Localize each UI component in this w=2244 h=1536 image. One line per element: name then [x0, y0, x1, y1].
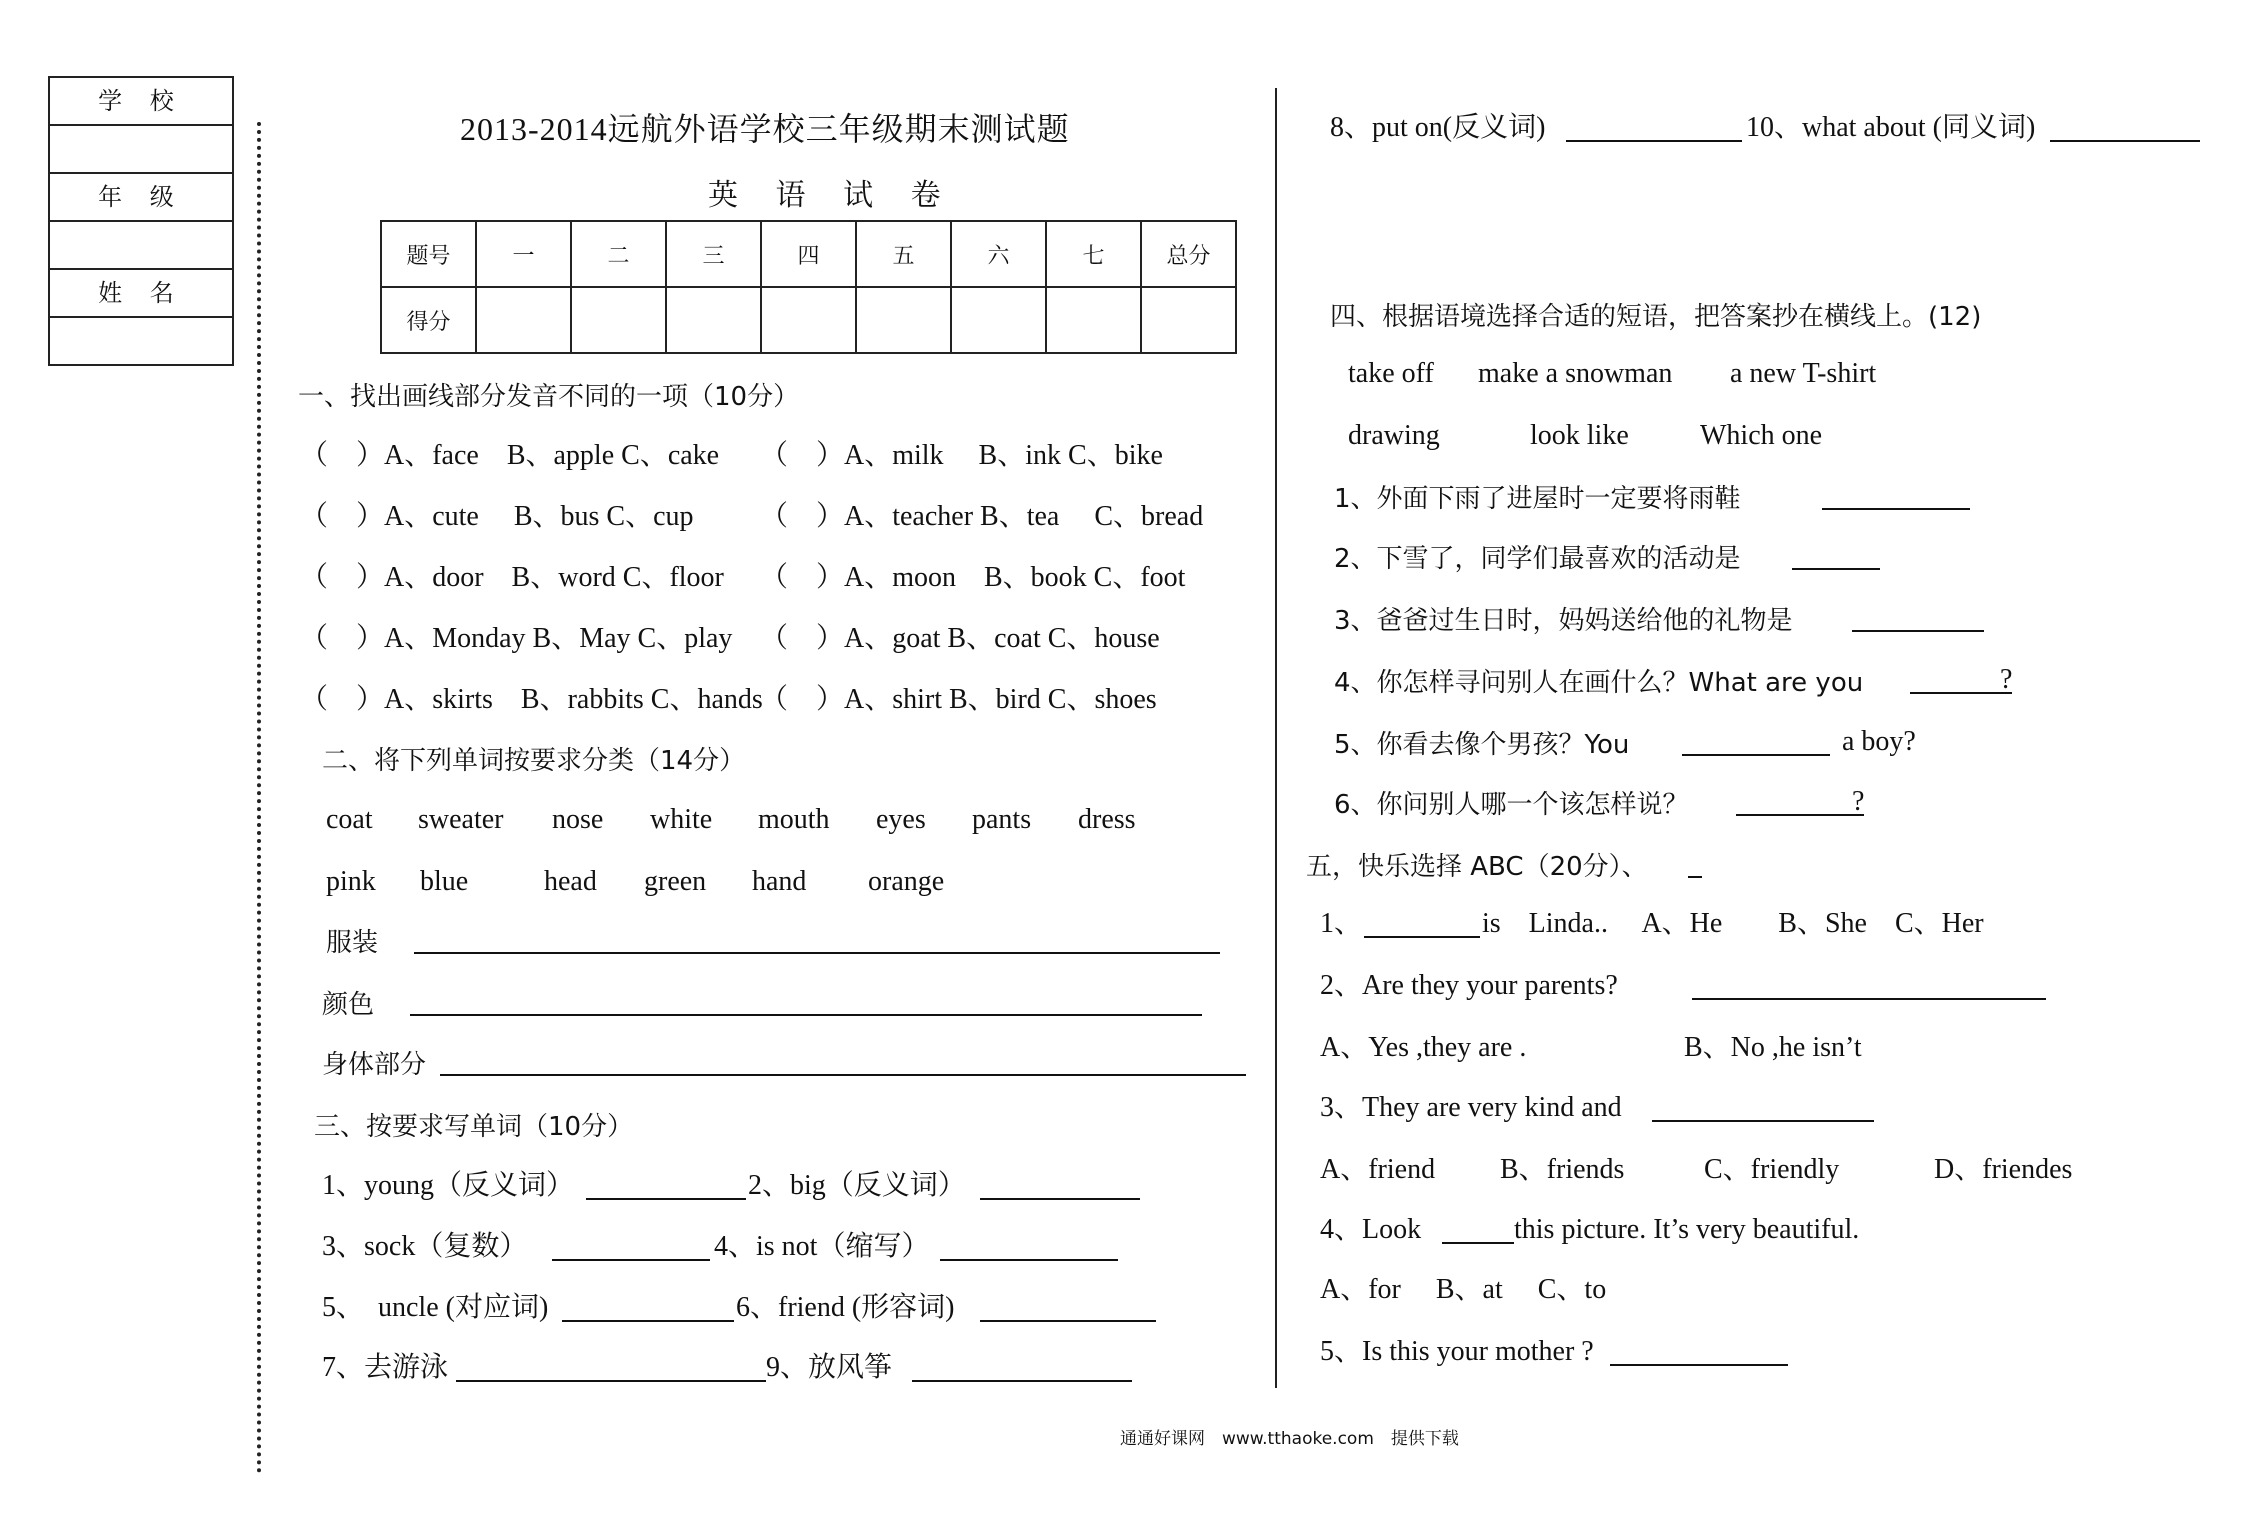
table-cell: 四	[761, 221, 856, 287]
sec1-q3: （ ）A、cute B、bus C、cup	[300, 501, 694, 532]
school-label: 学 校	[50, 78, 232, 126]
table-cell: 二	[571, 221, 666, 287]
sec3-q1: 1、young（反义词）	[322, 1170, 575, 1201]
exam-title: 2013-2014远航外语学校三年级期末测试题	[460, 111, 1070, 147]
sec1-q6: （ ）A、moon B、book C、foot	[760, 562, 1186, 593]
sec5-q3-option-d: D、friendes	[1934, 1154, 2073, 1185]
sec4-q2: 2、下雪了，同学们最喜欢的活动是	[1334, 544, 1741, 574]
word: nose	[552, 804, 604, 835]
sec3-q10: 10、what about (同义词)	[1746, 112, 2036, 143]
question-mark: ?	[2000, 664, 2013, 695]
answer-line[interactable]	[586, 1198, 746, 1200]
answer-line[interactable]	[1652, 1120, 1874, 1122]
sec4-q5: 5、你看去像个男孩？You	[1334, 730, 1630, 760]
sec5-q3-option-a: A、friend	[1320, 1154, 1436, 1185]
score-input-cell[interactable]	[476, 287, 571, 353]
table-cell: 五	[856, 221, 951, 287]
sec3-q9: 9、放风筝	[766, 1352, 893, 1383]
sec4-q5-end: a boy?	[1842, 726, 1916, 757]
sec1-q7: （ ）A、Monday B、May C、play	[300, 623, 733, 654]
word: green	[644, 866, 707, 897]
answer-line[interactable]	[1822, 508, 1970, 510]
sec3-q8: 8、put on(反义词)	[1330, 112, 1546, 143]
table-cell: 一	[476, 221, 571, 287]
sec5-q3-option-b: B、friends	[1500, 1154, 1625, 1185]
answer-line[interactable]	[912, 1380, 1132, 1382]
sec3-q5: 5、 uncle (对应词)	[322, 1292, 549, 1323]
color-answer-line[interactable]	[410, 1014, 1202, 1016]
answer-line[interactable]	[1910, 692, 2012, 694]
score-input-cell[interactable]	[666, 287, 761, 353]
sec5-q1: is Linda.. A、He B、She C、Her	[1482, 908, 1984, 939]
binding-line	[257, 122, 261, 1474]
sec5-q3-option-c: C、friendly	[1704, 1154, 1840, 1185]
section1-title: 一、找出画线部分发音不同的一项（10分）	[298, 382, 800, 412]
student-info-box	[48, 76, 234, 366]
exam-subtitle: 英 语 试 卷	[708, 178, 955, 213]
school-field[interactable]	[50, 126, 232, 174]
category-clothing-label: 服装	[326, 928, 379, 958]
sec1-q1: （ ）A、face B、apple C、cake	[300, 440, 720, 471]
answer-line[interactable]	[1736, 814, 1864, 816]
score-input-cell[interactable]	[1141, 287, 1236, 353]
table-cell: 七	[1046, 221, 1141, 287]
sec1-q8: （ ）A、goat B、coat C、house	[760, 623, 1160, 654]
sec5-q2: 2、Are they your parents?	[1320, 970, 1618, 1001]
answer-line[interactable]	[1792, 568, 1880, 570]
table-cell: 题号	[381, 221, 476, 287]
answer-line[interactable]	[456, 1380, 766, 1382]
answer-line[interactable]	[980, 1320, 1156, 1322]
column-divider	[1275, 88, 1277, 1388]
question-mark: ?	[1852, 786, 1865, 817]
word: mouth	[758, 804, 830, 835]
answer-line[interactable]	[1692, 998, 2046, 1000]
phrase-option: a new T-shirt	[1730, 358, 1877, 389]
word: sweater	[418, 804, 504, 835]
sec3-q4: 4、is not（缩写）	[714, 1231, 930, 1262]
section2-title: 二、将下列单词按要求分类（14分）	[322, 746, 746, 776]
table-cell: 得分	[381, 287, 476, 353]
grade-field[interactable]	[50, 222, 232, 270]
table-row	[381, 287, 1236, 353]
answer-line[interactable]	[1566, 140, 1742, 142]
word: head	[544, 866, 597, 897]
sec5-q4-options: A、for B、at C、to	[1320, 1274, 1607, 1305]
answer-line[interactable]	[940, 1259, 1118, 1261]
sec3-q7: 7、去游泳	[322, 1352, 449, 1383]
sec5-q4-start: 4、Look	[1320, 1214, 1422, 1245]
phrase-option: Which one	[1700, 420, 1823, 451]
answer-line[interactable]	[1442, 1242, 1514, 1244]
word: white	[650, 804, 713, 835]
name-field[interactable]	[50, 318, 232, 364]
name-label: 姓 名	[50, 270, 232, 318]
score-input-cell[interactable]	[856, 287, 951, 353]
table-row	[381, 221, 1236, 287]
section3-title: 三、按要求写单词（10分）	[314, 1112, 634, 1142]
phrase-option: take off	[1348, 358, 1434, 389]
score-input-cell[interactable]	[1046, 287, 1141, 353]
word: eyes	[876, 804, 926, 835]
answer-line[interactable]	[1610, 1364, 1788, 1366]
sec5-q3: 3、They are very kind and	[1320, 1092, 1622, 1123]
clothing-answer-line[interactable]	[414, 952, 1220, 954]
score-input-cell[interactable]	[761, 287, 856, 353]
category-color-label: 颜色	[322, 990, 375, 1020]
score-input-cell[interactable]	[571, 287, 666, 353]
sec1-q5: （ ）A、door B、word C、floor	[300, 562, 724, 593]
answer-line[interactable]	[1688, 876, 1702, 878]
table-cell: 总分	[1141, 221, 1236, 287]
sec3-q2: 2、big（反义词）	[748, 1170, 966, 1201]
answer-line[interactable]	[980, 1198, 1140, 1200]
section5-title: 五，快乐选择 ABC（20分）、	[1306, 852, 1648, 882]
word: coat	[326, 804, 373, 835]
sec5-q2-option-a: A、Yes ,they are .	[1320, 1032, 1527, 1063]
footer-credit: 通通好课网 www.tthaoke.com 提供下载	[1120, 1429, 1459, 1449]
phrase-option: look like	[1530, 420, 1629, 451]
sec5-q5: 5、Is this your mother ?	[1320, 1336, 1594, 1367]
answer-line[interactable]	[1852, 630, 1984, 632]
phrase-option: drawing	[1348, 420, 1440, 451]
sec1-q10: （ ）A、shirt B、bird C、shoes	[760, 684, 1157, 715]
word: blue	[420, 866, 469, 897]
phrase-option: make a snowman	[1478, 358, 1673, 389]
section4-title: 四、根据语境选择合适的短语，把答案抄在横线上。(12)	[1330, 302, 1982, 332]
word: hand	[752, 866, 807, 897]
sec5-q1-num: 1、	[1320, 908, 1363, 939]
sec1-q4: （ ）A、teacher B、tea C、bread	[760, 501, 1204, 532]
word: pink	[326, 866, 376, 897]
sec4-q6: 6、你问别人哪一个该怎样说？	[1334, 790, 1689, 820]
sec4-q1: 1、外面下雨了进屋时一定要将雨鞋	[1334, 484, 1741, 514]
table-cell: 三	[666, 221, 761, 287]
word: pants	[972, 804, 1032, 835]
answer-line[interactable]	[1364, 936, 1480, 938]
answer-line[interactable]	[2050, 140, 2200, 142]
sec3-q6: 6、friend (形容词)	[736, 1292, 955, 1323]
category-body-label: 身体部分	[322, 1050, 427, 1080]
answer-line[interactable]	[552, 1259, 710, 1261]
word: orange	[868, 866, 945, 897]
score-input-cell[interactable]	[951, 287, 1046, 353]
sec5-q4-end: this picture. It’s very beautiful.	[1514, 1214, 1860, 1245]
body-answer-line[interactable]	[440, 1074, 1246, 1076]
sec5-q2-option-b: B、No ,he isn’t	[1684, 1032, 1862, 1063]
sec4-q4: 4、你怎样寻问别人在画什么？What are you	[1334, 668, 1864, 698]
score-table	[380, 220, 1237, 354]
sec1-q9: （ ）A、skirts B、rabbits C、hands	[300, 684, 763, 715]
answer-line[interactable]	[1682, 754, 1830, 756]
table-cell: 六	[951, 221, 1046, 287]
word: dress	[1078, 804, 1136, 835]
grade-label: 年 级	[50, 174, 232, 222]
answer-line[interactable]	[562, 1320, 734, 1322]
sec4-q3: 3、爸爸过生日时，妈妈送给他的礼物是	[1334, 606, 1793, 636]
sec1-q2: （ ）A、milk B、ink C、bike	[760, 440, 1163, 471]
sec3-q3: 3、sock（复数）	[322, 1231, 528, 1262]
